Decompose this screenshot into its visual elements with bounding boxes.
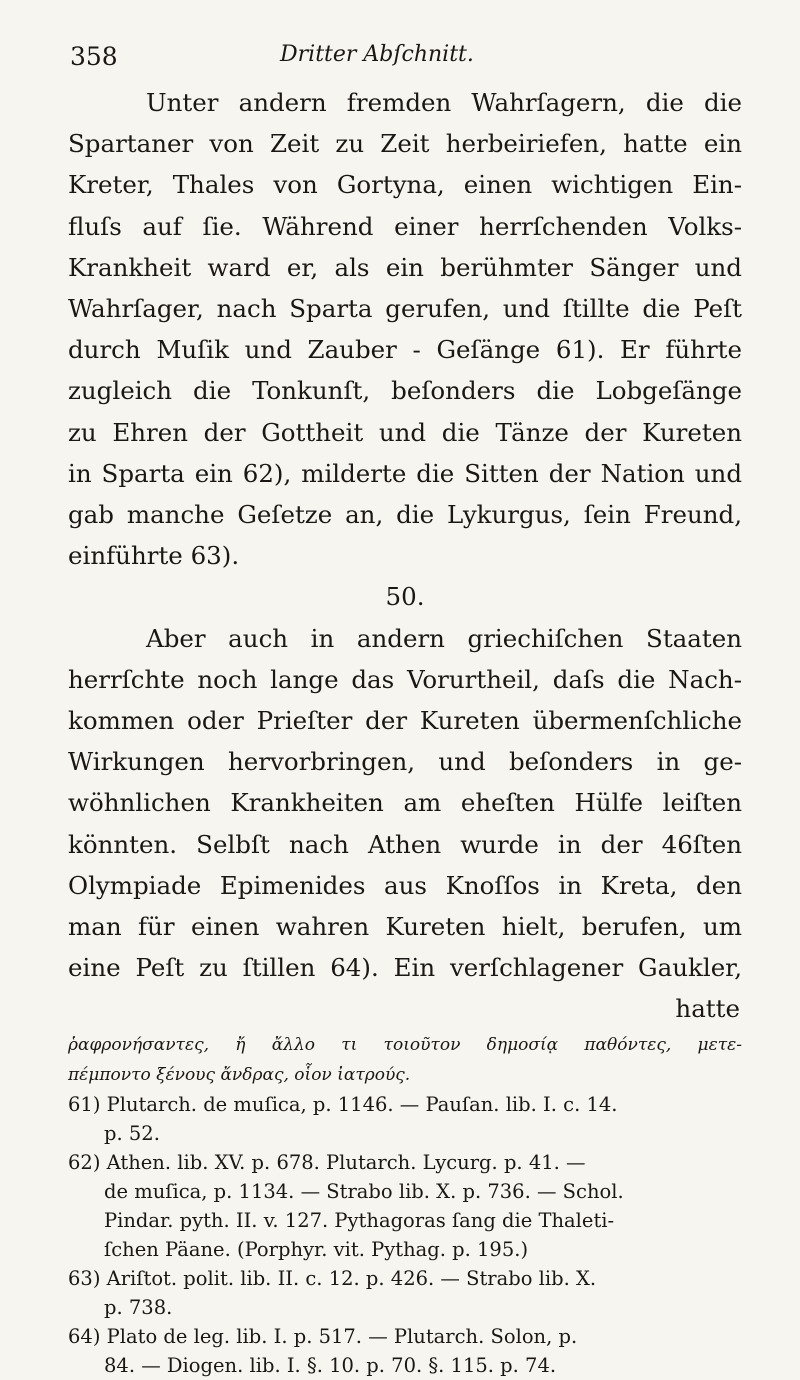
footnote-line: p. 52. — [104, 1121, 160, 1145]
text-line: eine Peſt zu ſtillen 64). Ein verſchlagener Gaukler, — [68, 953, 742, 983]
paragraph-2 — [68, 618, 742, 1030]
footnote-line: Plutarch. de muſica, p. 1146. — Pauſan. lib. I. c. 14. — [106, 1092, 618, 1116]
footnote-line: p. 738. — [104, 1295, 173, 1319]
page-header — [68, 30, 742, 82]
footnote-line: ſchen Päane. (Porphyr. vit. Pythag. p. 195.) — [104, 1237, 529, 1261]
section-number: 50. — [385, 582, 425, 612]
footnote-line: 84. — Diogen. lib. I. §. 10. p. 70. §. 115. p. 74. — [104, 1353, 557, 1377]
footnote-line: Pindar. pyth. II. v. 127. Pythagoras ſang die Thaleti- — [104, 1208, 615, 1232]
text-line: Spartaner von Zeit zu Zeit herbeiriefen, hatte ein — [68, 129, 742, 159]
greek-line: πέμποντο ξένους ἄνδρας, οἷον ἰατρούς. — [68, 1064, 411, 1085]
footnote-62 — [68, 1148, 742, 1264]
text-line: zugleich die Tonkunſt, beſonders die Lobgeſänge — [68, 376, 742, 406]
text-line: Wirkungen hervorbringen, und beſonders in ge- — [68, 747, 742, 777]
text-line: Aber auch in andern griechiſchen Staaten — [146, 623, 742, 653]
paragraph-1 — [68, 82, 742, 576]
footnote-63 — [68, 1264, 742, 1322]
text-line: Krankheit ward er, als ein berühmter Sänger und — [68, 252, 742, 282]
footnote-64 — [68, 1322, 742, 1380]
text-line: könnten. Selbſt nach Athen wurde in der 46ſten — [68, 829, 742, 859]
text-line: herrſchte noch lange das Vorurtheil, daſs die Nach- — [68, 664, 742, 694]
footnote-marker: 63) — [68, 1266, 101, 1290]
page-number: 358 — [70, 42, 118, 71]
text-line: kommen oder Prieſter der Kureten übermenſchliche — [68, 706, 742, 736]
text-line: in Sparta ein 62), milderte die Sitten der Nation und — [68, 458, 742, 488]
text-line: man für einen wahren Kureten hielt, berufen, um — [68, 912, 742, 942]
footnote-line: Ariſtot. polit. lib. II. c. 12. p. 426. — Strabo lib. X. — [106, 1266, 597, 1290]
footnote-line: Athen. lib. XV. p. 678. Plutarch. Lycurg. p. 41. — — [106, 1150, 586, 1174]
text-line: Wahrſager, nach Sparta gerufen, und ſtillte die Peſt — [68, 294, 742, 324]
text-line: durch Muſik und Zauber - Geſänge 61). Er führte — [68, 335, 742, 365]
footnote-marker: 62) — [68, 1150, 101, 1174]
text-line: Kreter, Thales von Gortyna, einen wichtigen Ein- — [68, 170, 742, 200]
footnote-line: de muſica, p. 1134. — Strabo lib. X. p. 736. — Schol. — [104, 1179, 624, 1203]
text-line: wöhnlichen Krankheiten am eheſten Hülfe leiſten — [68, 788, 742, 818]
footnote-line: Plato de leg. lib. I. p. 517. — Plutarch. Solon, p. — [106, 1324, 578, 1348]
greek-quote — [68, 1030, 742, 1090]
footnote-marker: 64) — [68, 1324, 101, 1348]
text-line: fluſs auf ſie. Während einer herrſchenden Volks- — [68, 211, 742, 241]
running-head: Dritter Abſchnitt. — [280, 42, 474, 67]
footnote-marker: 61) — [68, 1092, 101, 1116]
greek-line: ῥαφρονήσαντες, ἤ ἄλλο τι τοιοῦτον δημοσίᾳ παθόντες, μετε- — [68, 1034, 742, 1055]
catchword: hatte — [675, 994, 740, 1024]
footnote-61 — [68, 1090, 742, 1148]
text-line: einführte 63). — [68, 541, 240, 571]
main-text — [68, 82, 742, 1030]
text-line: Olympiade Epimenides aus Knoſſos in Kreta, den — [68, 870, 742, 900]
footnotes — [68, 1090, 742, 1380]
text-line: Unter andern fremden Wahrſagern, die die — [146, 88, 742, 117]
text-line: zu Ehren der Gottheit und die Tänze der Kureten — [68, 417, 742, 447]
text-line: gab manche Geſetze an, die Lykurgus, ſein Freund, — [68, 500, 742, 530]
